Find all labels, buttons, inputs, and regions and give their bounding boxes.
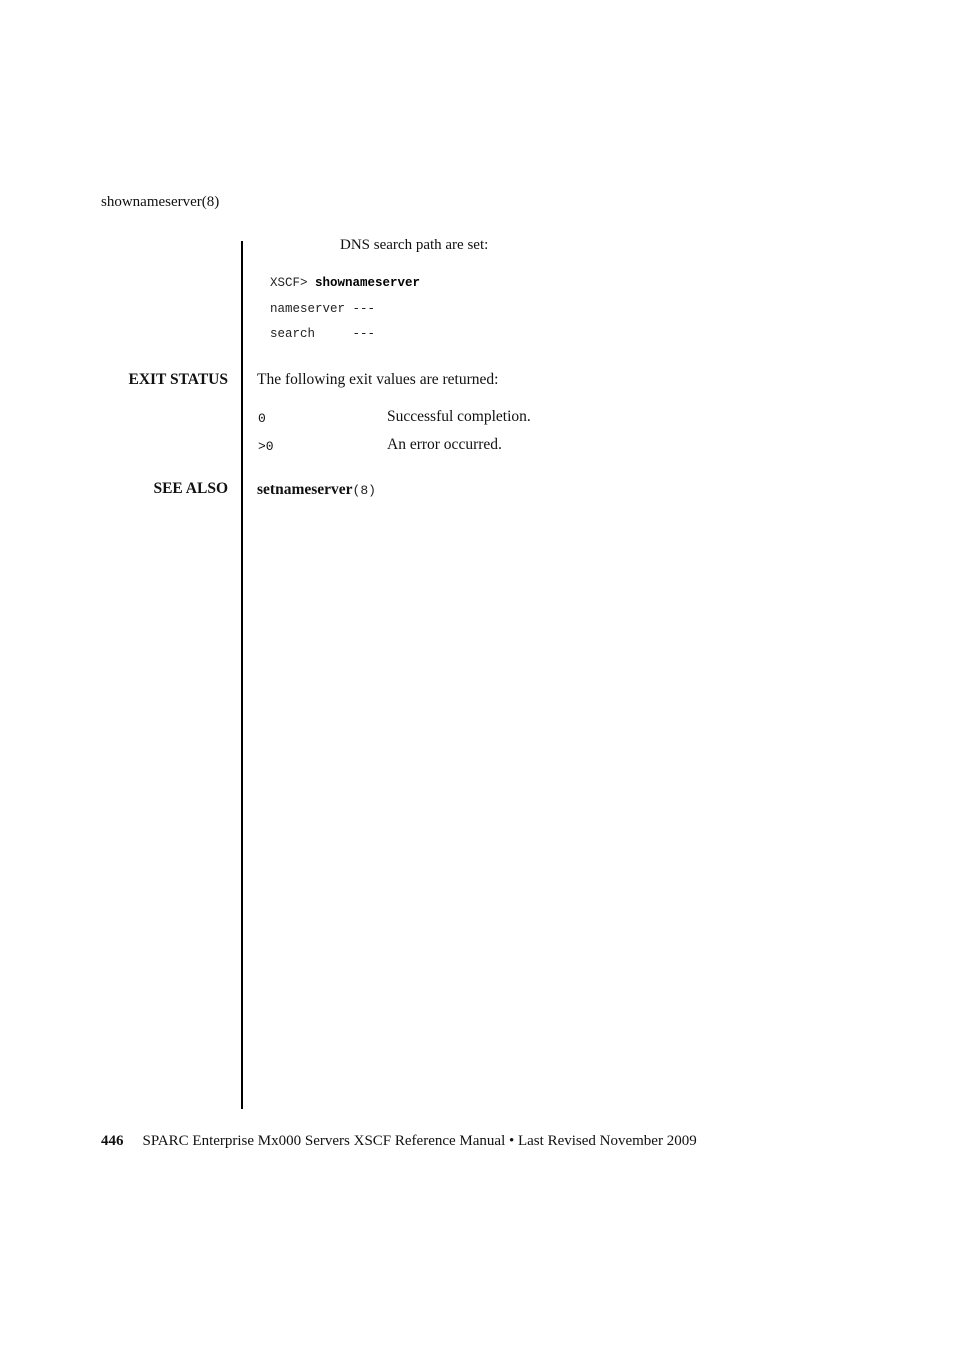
page-footer <box>101 1133 697 1150</box>
code-line-output <box>270 302 375 316</box>
section-heading-see-also: SEE ALSO <box>153 480 228 497</box>
see-also-reference[interactable] <box>257 480 376 499</box>
code-prompt: XSCF> <box>270 276 308 290</box>
code-output-search: search --- <box>270 327 376 341</box>
see-also-section: (8) <box>352 483 376 498</box>
exit-value-code: 0 <box>258 411 266 426</box>
code-line-command <box>270 276 420 290</box>
running-header: shownameserver(8) <box>101 194 220 210</box>
see-also-command[interactable]: setnameserver <box>257 481 353 498</box>
code-command: shownameserver <box>315 276 421 290</box>
footer-text: SPARC Enterprise Mx000 Servers XSCF Reference Manual • Last Revised November 2009 <box>142 1133 697 1149</box>
exit-value-code: >0 <box>258 439 274 454</box>
page-number: 446 <box>101 1133 124 1149</box>
margin-rule <box>241 241 243 1109</box>
example-intro: DNS search path are set: <box>340 237 489 253</box>
code-line-output <box>270 327 375 341</box>
exit-value-description: Successful completion. <box>387 408 531 425</box>
code-output-nameserver: nameserver --- <box>270 302 376 316</box>
exit-status-intro: The following exit values are returned: <box>257 371 499 388</box>
exit-value-description: An error occurred. <box>387 436 502 453</box>
section-heading-exit-status: EXIT STATUS <box>128 371 228 388</box>
